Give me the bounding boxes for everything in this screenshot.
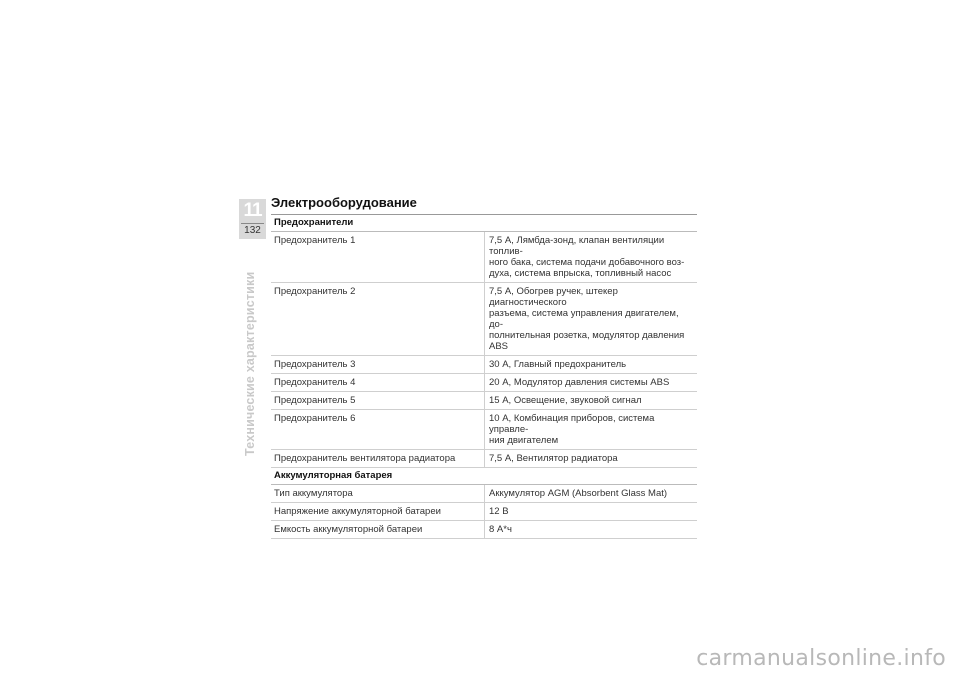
- page-number: 132: [244, 225, 261, 236]
- table-row: [271, 374, 697, 392]
- row-label: Емкость аккумуляторной батареи: [271, 521, 485, 538]
- table-row: [271, 485, 697, 503]
- row-value: 7,5 А, Лямбда-зонд, клапан вентиляции топлив- ного бака, система подачи добавочного воз- духа, система впрыска, топливный насос: [489, 235, 685, 279]
- row-value: 8 А*ч: [489, 524, 512, 535]
- spec-table: [271, 214, 697, 539]
- row-label: Предохранитель 6: [271, 410, 485, 449]
- table-row: [271, 392, 697, 410]
- row-label: Предохранитель 2: [271, 283, 485, 355]
- table-row: [271, 503, 697, 521]
- row-value: 10 А, Комбинация приборов, система управле- ния двигателем: [489, 413, 655, 446]
- chapter-number: 11: [243, 200, 262, 221]
- row-label: Предохранитель 4: [271, 374, 485, 391]
- chapter-divider: [241, 223, 264, 224]
- watermark-text: carmanualsonline.info: [696, 646, 946, 671]
- table-row: [271, 356, 697, 374]
- row-label: Тип аккумулятора: [271, 485, 485, 502]
- row-value: Аккумулятор AGM (Absorbent Glass Mat): [489, 488, 668, 499]
- group-heading-battery: Аккумуляторная батарея: [271, 468, 697, 485]
- row-value: 15 А, Освещение, звуковой сигнал: [489, 395, 642, 406]
- group-heading-fuses: Предохранители: [271, 215, 697, 232]
- chapter-tab: [239, 199, 266, 239]
- table-row: [271, 450, 697, 468]
- table-row: [271, 232, 697, 283]
- section-title: Электрооборудование: [271, 195, 417, 210]
- row-value: 30 А, Главный предохранитель: [489, 359, 627, 370]
- chapter-side-title: Технические характеристики: [243, 271, 257, 456]
- row-value: 12 В: [489, 506, 509, 517]
- table-row: [271, 283, 697, 356]
- row-label: Предохранитель 3: [271, 356, 485, 373]
- row-value: 7,5 А, Вентилятор радиатора: [489, 453, 618, 464]
- row-label: Предохранитель 5: [271, 392, 485, 409]
- row-label: Напряжение аккумуляторной батареи: [271, 503, 485, 520]
- row-label: Предохранитель 1: [271, 232, 485, 282]
- table-row: [271, 521, 697, 539]
- row-label: Предохранитель вентилятора радиатора: [271, 450, 485, 467]
- row-value: 7,5 А, Обогрев ручек, штекер диагностического разъема, система управления двигателем, до- полнительная розетка, модулятор давления ABS: [489, 286, 685, 352]
- row-value: 20 А, Модулятор давления системы ABS: [489, 377, 670, 388]
- table-row: [271, 410, 697, 450]
